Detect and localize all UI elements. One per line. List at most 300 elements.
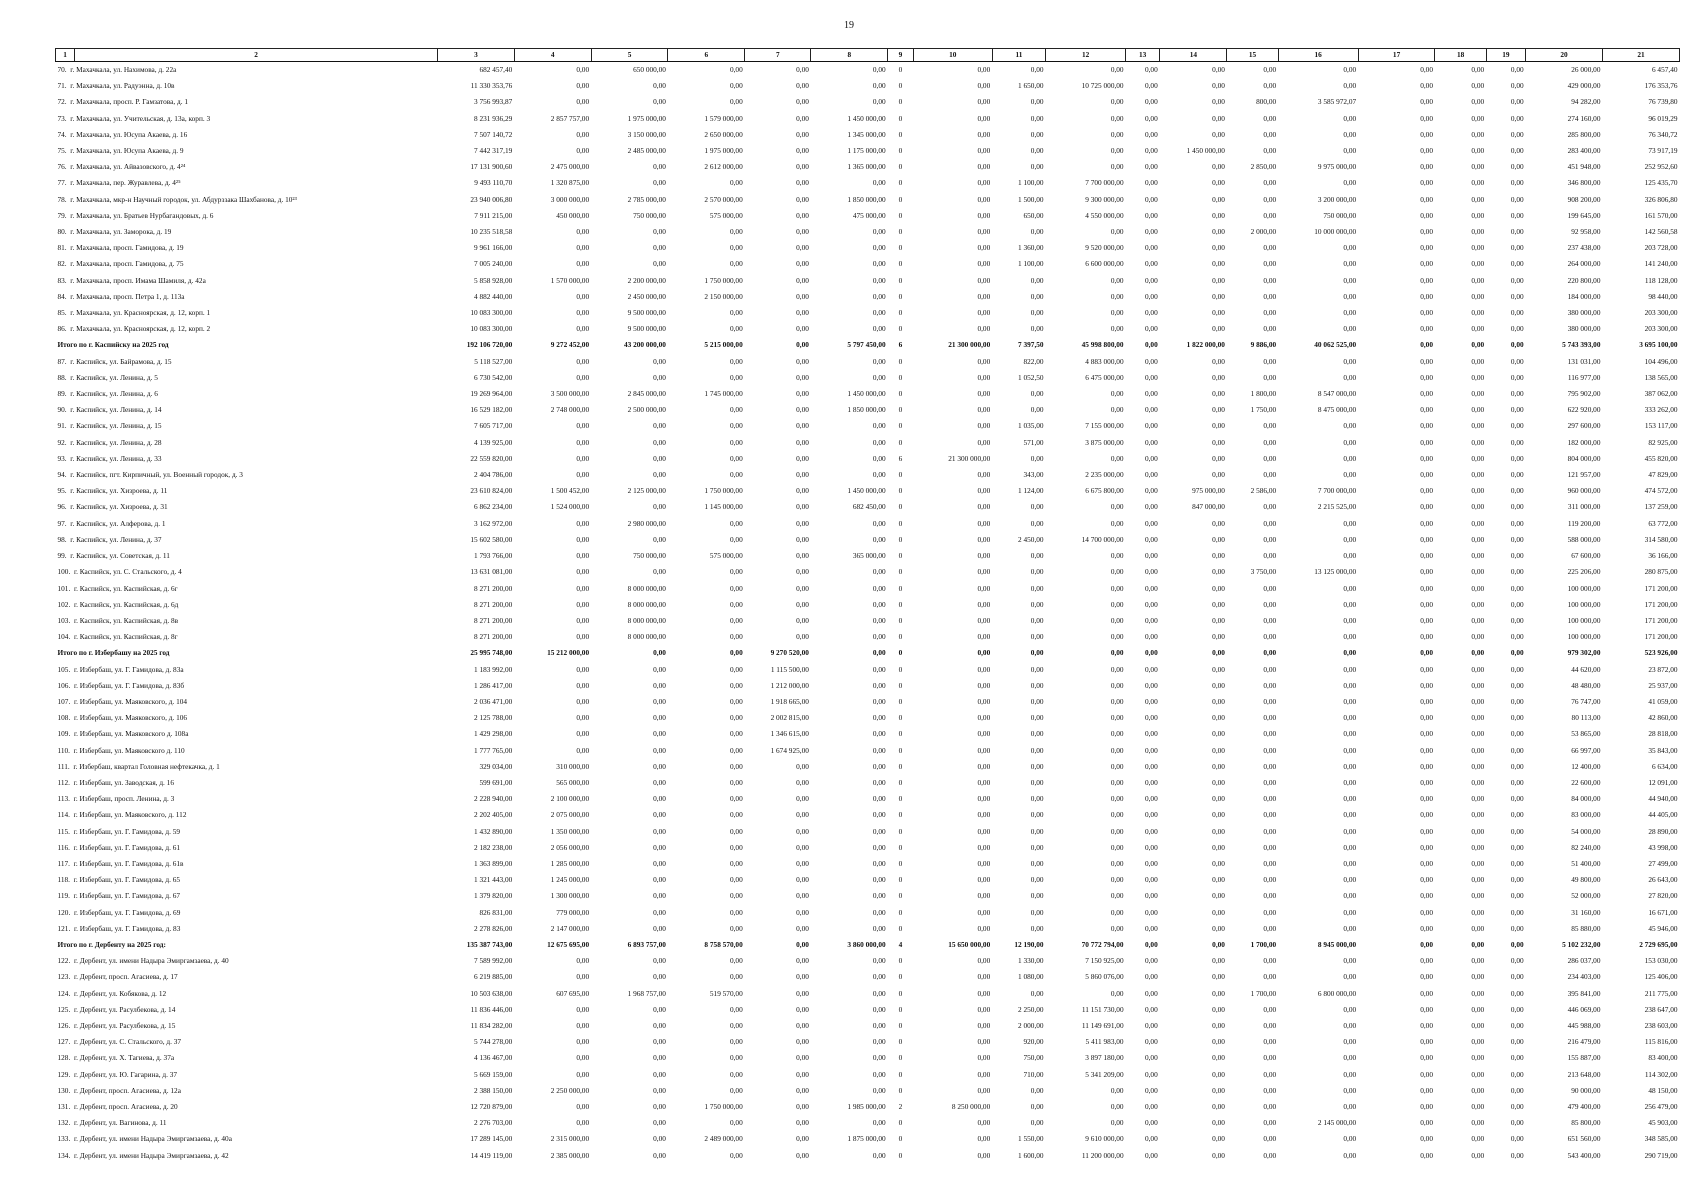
address-cell xyxy=(56,840,438,856)
cell-col-15: 0,00 xyxy=(1263,551,1277,561)
cell-col-20: 100 000,00 xyxy=(1567,615,1601,625)
column-number-9: 9 xyxy=(888,49,914,62)
cell-col-13: 0,00 xyxy=(1144,664,1158,674)
column-number-11: 11 xyxy=(992,49,1045,62)
table-row xyxy=(56,175,1680,191)
address-cell xyxy=(56,289,438,305)
cell-col-18: 0,00 xyxy=(1471,988,1485,998)
cell-col-19: 0,00 xyxy=(1510,761,1524,771)
cell-col-7: 0,00 xyxy=(796,324,809,334)
cell-col-7: 1 346 615,00 xyxy=(770,729,809,739)
cell-col-20: 182 000,00 xyxy=(1567,437,1601,447)
cell-col-10: 0,00 xyxy=(977,1134,991,1144)
cell-col-11: 0,00 xyxy=(1030,664,1044,674)
table-row xyxy=(56,418,1680,434)
cell-col-14: 0,00 xyxy=(1212,664,1225,674)
cell-col-5: 0,00 xyxy=(653,1037,666,1047)
cell-col-7: 0,00 xyxy=(796,389,809,399)
address-text: г. Махачкала, ул. Братьев Нурбагандовых, д. 6 xyxy=(70,210,214,220)
table-row xyxy=(56,629,1680,645)
cell-col-13: 0,00 xyxy=(1144,907,1158,917)
cell-col-13: 0,00 xyxy=(1144,1085,1158,1095)
cell-col-4: 12 675 695,00 xyxy=(547,939,590,949)
cell-col-9: 0 xyxy=(898,97,903,107)
table-row xyxy=(56,111,1680,127)
cell-col-3: 8 271 200,00 xyxy=(473,632,513,642)
table-row xyxy=(56,143,1680,159)
cell-col-4: 0,00 xyxy=(576,1020,590,1030)
cell-col-13: 0,00 xyxy=(1144,810,1158,820)
row-number: 77. xyxy=(57,178,67,188)
table-row xyxy=(56,613,1680,629)
cell-col-17: 0,00 xyxy=(1420,1004,1433,1014)
cell-col-20: 479 400,00 xyxy=(1567,1102,1601,1111)
cell-col-19: 0,00 xyxy=(1510,891,1524,901)
cell-col-12: 6 675 800,00 xyxy=(1085,486,1124,496)
row-number: 102. xyxy=(57,599,71,609)
row-number: 133. xyxy=(57,1134,71,1144)
cell-col-18: 0,00 xyxy=(1471,291,1485,301)
cell-col-10: 0,00 xyxy=(977,65,991,74)
cell-col-9: 0 xyxy=(898,1037,903,1047)
cell-col-17: 0,00 xyxy=(1420,1020,1433,1030)
cell-col-8: 0,00 xyxy=(872,713,886,723)
cell-col-8: 0,00 xyxy=(872,632,886,642)
cell-col-3: 2 404 786,00 xyxy=(473,470,513,480)
cell-col-13: 0,00 xyxy=(1144,1150,1158,1160)
cell-col-12: 0,00 xyxy=(1110,405,1124,415)
cell-col-4: 1 285 000,00 xyxy=(550,858,590,868)
row-number: 116. xyxy=(57,842,70,852)
cell-col-3: 12 720 879,00 xyxy=(470,1102,513,1111)
cell-col-7: 1 918 665,00 xyxy=(770,696,809,706)
register-table-container xyxy=(55,48,1680,1164)
cell-col-16: 0,00 xyxy=(1343,534,1357,544)
cell-col-5: 0,00 xyxy=(653,729,666,739)
cell-col-7: 0,00 xyxy=(796,907,809,917)
row-number: 98. xyxy=(57,534,67,544)
cell-col-17: 0,00 xyxy=(1420,243,1433,253)
cell-col-21: 455 820,00 xyxy=(1644,453,1678,463)
address-cell xyxy=(56,1050,438,1066)
cell-col-7: 0,00 xyxy=(796,551,809,561)
cell-col-16: 10 000 000,00 xyxy=(1314,227,1357,237)
address-text: г. Каспийск, ул. Ленина, д. 14 xyxy=(70,405,162,415)
cell-col-12: 0,00 xyxy=(1110,680,1124,690)
cell-col-9: 0 xyxy=(898,113,903,123)
address-text: г. Дербент, ул. имени Надыра Эмиргамзаева, д. 42 xyxy=(73,1150,229,1160)
cell-col-9: 0 xyxy=(898,891,903,901)
cell-col-5: 0,00 xyxy=(653,1102,666,1111)
subtotal-row xyxy=(56,937,1680,953)
cell-col-21: 27 499,00 xyxy=(1648,858,1678,868)
cell-col-15: 0,00 xyxy=(1263,372,1277,382)
address-text: г. Махачкала, ул. Айвазовского, д. 4²⁴ xyxy=(70,162,186,172)
table-row xyxy=(56,127,1680,143)
cell-col-11: 2 450,00 xyxy=(1018,534,1044,544)
cell-col-8: 0,00 xyxy=(872,81,886,91)
address-cell xyxy=(56,175,438,191)
address-cell xyxy=(56,224,438,240)
address-cell xyxy=(56,888,438,904)
cell-col-6: 0,00 xyxy=(729,794,743,804)
address-text: Итого по г. Каспийску на 2025 год xyxy=(57,340,169,350)
cell-col-20: 651 560,00 xyxy=(1567,1134,1601,1144)
cell-col-16: 0,00 xyxy=(1343,356,1357,366)
cell-col-21: 171 200,00 xyxy=(1644,599,1678,609)
cell-col-14: 0,00 xyxy=(1212,858,1225,868)
cell-col-10: 0,00 xyxy=(977,923,991,933)
cell-col-9: 0 xyxy=(898,907,903,917)
table-row xyxy=(56,986,1680,1002)
cell-col-11: 0,00 xyxy=(1030,65,1044,74)
cell-col-9: 0 xyxy=(898,1053,903,1063)
cell-col-15: 0,00 xyxy=(1263,810,1277,820)
cell-col-17: 0,00 xyxy=(1420,340,1433,350)
cell-col-8: 0,00 xyxy=(872,907,886,917)
cell-col-16: 0,00 xyxy=(1343,632,1357,642)
cell-col-15: 0,00 xyxy=(1263,907,1277,917)
cell-col-7: 0,00 xyxy=(796,97,809,107)
cell-col-13: 0,00 xyxy=(1144,875,1158,885)
cell-col-11: 0,00 xyxy=(1030,729,1044,739)
address-text: г. Махачкала, ул. Красноярская, д. 12, корп. 2 xyxy=(70,324,211,334)
cell-col-12: 0,00 xyxy=(1110,389,1124,399)
cell-col-19: 0,00 xyxy=(1510,227,1524,237)
cell-col-5: 2 200 000,00 xyxy=(627,275,666,285)
cell-col-6: 1 750 000,00 xyxy=(704,486,743,496)
cell-col-10: 0,00 xyxy=(977,1085,991,1095)
cell-col-8: 0,00 xyxy=(872,891,886,901)
cell-col-10: 0,00 xyxy=(977,162,991,172)
cell-col-15: 0,00 xyxy=(1263,324,1277,334)
cell-col-16: 0,00 xyxy=(1343,437,1357,447)
row-number: 125. xyxy=(57,1004,71,1014)
cell-col-10: 0,00 xyxy=(977,372,991,382)
cell-col-11: 0,00 xyxy=(1030,275,1044,285)
cell-col-16: 0,00 xyxy=(1343,1150,1357,1160)
cell-col-12: 11 149 691,00 xyxy=(1081,1020,1124,1030)
cell-col-3: 599 691,00 xyxy=(479,777,513,787)
cell-col-16: 0,00 xyxy=(1343,421,1357,431)
cell-col-12: 11 151 730,00 xyxy=(1081,1004,1124,1014)
address-text: г. Избербаш, ул. Г. Гамидова, д. 61 xyxy=(73,842,181,852)
cell-col-4: 0,00 xyxy=(576,291,590,301)
cell-col-18: 0,00 xyxy=(1471,891,1485,901)
cell-col-12: 10 725 000,00 xyxy=(1081,81,1124,91)
cell-col-18: 0,00 xyxy=(1471,713,1485,723)
cell-col-11: 0,00 xyxy=(1030,761,1044,771)
table-row xyxy=(56,289,1680,305)
cell-col-17: 0,00 xyxy=(1420,518,1433,528)
cell-col-15: 0,00 xyxy=(1263,1020,1277,1030)
address-cell xyxy=(56,321,438,337)
cell-col-13: 0,00 xyxy=(1144,486,1158,496)
cell-col-10: 0,00 xyxy=(977,583,991,593)
cell-col-8: 0,00 xyxy=(872,1004,886,1014)
cell-col-14: 0,00 xyxy=(1212,826,1225,836)
cell-col-11: 0,00 xyxy=(1030,680,1044,690)
address-cell xyxy=(56,354,438,370)
cell-col-10: 0,00 xyxy=(977,858,991,868)
cell-col-14: 0,00 xyxy=(1212,745,1225,755)
cell-col-9: 0 xyxy=(898,632,903,642)
cell-col-15: 0,00 xyxy=(1263,146,1277,156)
cell-col-19: 0,00 xyxy=(1510,956,1524,966)
address-text: г. Избербаш, ул. Маяковского, д. 112 xyxy=(73,810,187,820)
cell-col-11: 0,00 xyxy=(1030,162,1044,172)
row-number: 132. xyxy=(57,1118,71,1128)
cell-col-19: 0,00 xyxy=(1510,405,1524,415)
table-row xyxy=(56,856,1680,872)
cell-col-14: 0,00 xyxy=(1212,567,1225,577)
cell-col-9: 0 xyxy=(898,437,903,447)
cell-col-9: 0 xyxy=(898,291,903,301)
cell-col-13: 0,00 xyxy=(1144,194,1158,204)
table-row xyxy=(56,499,1680,515)
cell-col-3: 1 183 992,00 xyxy=(473,664,513,674)
cell-col-20: 26 000,00 xyxy=(1571,65,1601,74)
cell-col-8: 0,00 xyxy=(872,259,886,269)
cell-col-8: 1 345 000,00 xyxy=(847,129,886,139)
cell-col-9: 0 xyxy=(898,81,903,91)
address-text: г. Каспийск, ул. Хизроева, д. 31 xyxy=(70,502,168,512)
cell-col-8: 0,00 xyxy=(872,583,886,593)
address-cell xyxy=(56,467,438,483)
cell-col-8: 1 850 000,00 xyxy=(847,405,886,415)
cell-col-20: 51 400,00 xyxy=(1571,858,1601,868)
cell-col-14: 0,00 xyxy=(1212,1037,1225,1047)
cell-col-3: 11 330 353,76 xyxy=(470,81,513,91)
cell-col-11: 0,00 xyxy=(1030,745,1044,755)
cell-col-18: 0,00 xyxy=(1471,1134,1485,1144)
cell-col-14: 0,00 xyxy=(1212,178,1225,188)
cell-col-5: 0,00 xyxy=(653,972,666,982)
cell-col-20: 908 200,00 xyxy=(1567,194,1601,204)
address-text: г. Дербент, просп. Агасиева, д. 20 xyxy=(73,1102,178,1111)
cell-col-17: 0,00 xyxy=(1420,551,1433,561)
cell-col-12: 7 700 000,00 xyxy=(1085,178,1124,188)
cell-col-3: 1 777 765,00 xyxy=(473,745,513,755)
row-number: 131. xyxy=(57,1102,71,1111)
cell-col-3: 4 139 925,00 xyxy=(473,437,513,447)
cell-col-7: 0,00 xyxy=(796,308,809,318)
cell-col-9: 0 xyxy=(898,826,903,836)
cell-col-16: 0,00 xyxy=(1343,599,1357,609)
cell-col-21: 141 240,00 xyxy=(1644,259,1678,269)
address-cell xyxy=(56,143,438,159)
cell-col-6: 0,00 xyxy=(729,858,743,868)
cell-col-14: 0,00 xyxy=(1212,453,1225,463)
cell-col-10: 0,00 xyxy=(977,826,991,836)
subtotal-label xyxy=(56,645,438,661)
column-number-21: 21 xyxy=(1602,49,1679,62)
cell-col-13: 0,00 xyxy=(1144,470,1158,480)
cell-col-19: 0,00 xyxy=(1510,324,1524,334)
cell-col-4: 0,00 xyxy=(576,421,590,431)
cell-col-18: 0,00 xyxy=(1471,194,1485,204)
cell-col-14: 0,00 xyxy=(1212,324,1225,334)
cell-col-7: 0,00 xyxy=(796,356,809,366)
cell-col-21: 41 059,00 xyxy=(1648,696,1678,706)
address-text: г. Махачкала, просп. Гамидова, д. 75 xyxy=(70,259,184,269)
cell-col-8: 0,00 xyxy=(872,470,886,480)
cell-col-13: 0,00 xyxy=(1144,405,1158,415)
row-number: 100. xyxy=(57,567,71,577)
cell-col-8: 0,00 xyxy=(872,664,886,674)
cell-col-20: 84 000,00 xyxy=(1571,794,1601,804)
cell-col-6: 0,00 xyxy=(729,534,743,544)
cell-col-11: 0,00 xyxy=(1030,146,1044,156)
cell-col-19: 0,00 xyxy=(1510,421,1524,431)
cell-col-3: 7 507 140,72 xyxy=(473,129,513,139)
cell-col-14: 0,00 xyxy=(1212,583,1225,593)
address-text: г. Избербаш, ул. Маяковского, д. 106 xyxy=(73,713,188,723)
cell-col-16: 0,00 xyxy=(1343,826,1357,836)
cell-col-4: 0,00 xyxy=(576,1037,590,1047)
cell-col-10: 0,00 xyxy=(977,842,991,852)
row-number: 73. xyxy=(57,113,67,123)
cell-col-10: 0,00 xyxy=(977,291,991,301)
cell-col-17: 0,00 xyxy=(1420,162,1433,172)
cell-col-21: 26 643,00 xyxy=(1648,875,1678,885)
cell-col-19: 0,00 xyxy=(1510,243,1524,253)
address-cell xyxy=(56,1099,438,1115)
cell-col-10: 0,00 xyxy=(977,1004,991,1014)
address-text: г. Махачкала, пер. Журавлева, д. 4²⁵ xyxy=(70,178,181,188)
cell-col-5: 0,00 xyxy=(653,1069,666,1079)
cell-col-14: 0,00 xyxy=(1212,794,1225,804)
cell-col-18: 0,00 xyxy=(1471,65,1485,74)
cell-col-17: 0,00 xyxy=(1420,632,1433,642)
cell-col-6: 0,00 xyxy=(729,1020,743,1030)
cell-col-3: 22 559 820,00 xyxy=(470,453,513,463)
address-text: г. Каспийск, ул. Ленина, д. 15 xyxy=(70,421,162,431)
cell-col-18: 0,00 xyxy=(1471,583,1485,593)
cell-col-5: 0,00 xyxy=(653,745,666,755)
cell-col-9: 0 xyxy=(898,356,903,366)
subtotal-label xyxy=(56,937,438,953)
address-text: г. Дербент, ул. Х. Тагиева, д. 37а xyxy=(73,1053,175,1063)
cell-col-14: 0,00 xyxy=(1212,988,1225,998)
row-number: 117. xyxy=(57,858,70,868)
address-cell xyxy=(56,759,438,775)
cell-col-21: 153 030,00 xyxy=(1644,956,1678,966)
row-number: 84. xyxy=(57,291,67,301)
cell-col-15: 0,00 xyxy=(1263,1118,1277,1128)
cell-col-10: 0,00 xyxy=(977,97,991,107)
cell-col-10: 0,00 xyxy=(977,1053,991,1063)
cell-col-14: 0,00 xyxy=(1212,291,1225,301)
cell-col-20: 220 800,00 xyxy=(1567,275,1601,285)
cell-col-20: 285 800,00 xyxy=(1567,129,1601,139)
cell-col-21: 115 816,00 xyxy=(1644,1037,1678,1047)
table-row xyxy=(56,1131,1680,1147)
address-text: г. Махачкала, ул. Нахимова, д. 22а xyxy=(70,65,177,74)
cell-col-15: 0,00 xyxy=(1263,632,1277,642)
cell-col-7: 0,00 xyxy=(796,227,809,237)
cell-col-9: 0 xyxy=(898,1118,903,1128)
cell-col-11: 343,00 xyxy=(1023,470,1044,480)
cell-col-11: 0,00 xyxy=(1030,291,1044,301)
cell-col-8: 475 000,00 xyxy=(852,210,886,220)
cell-col-18: 0,00 xyxy=(1471,372,1485,382)
cell-col-11: 0,00 xyxy=(1030,858,1044,868)
cell-col-6: 0,00 xyxy=(729,713,743,723)
cell-col-12: 0,00 xyxy=(1110,875,1124,885)
cell-col-11: 2 000,00 xyxy=(1018,1020,1044,1030)
table-row xyxy=(56,759,1680,775)
cell-col-15: 1 800,00 xyxy=(1250,389,1277,399)
cell-col-5: 0,00 xyxy=(653,1085,666,1095)
cell-col-4: 565 000,00 xyxy=(556,777,590,787)
address-text: г. Избербаш, ул. Г. Гамидова, д. 65 xyxy=(73,875,181,885)
cell-col-14: 0,00 xyxy=(1212,1004,1225,1014)
cell-col-21: 28 890,00 xyxy=(1648,826,1678,836)
cell-col-7: 0,00 xyxy=(796,1085,809,1095)
row-number: 80. xyxy=(57,227,67,237)
cell-col-9: 0 xyxy=(898,599,903,609)
address-cell xyxy=(56,127,438,143)
cell-col-9: 0 xyxy=(898,259,903,269)
cell-col-5: 0,00 xyxy=(653,858,666,868)
cell-col-19: 0,00 xyxy=(1510,356,1524,366)
address-cell xyxy=(56,532,438,548)
cell-col-3: 10 235 518,58 xyxy=(470,227,513,237)
cell-col-21: 290 719,00 xyxy=(1644,1150,1678,1160)
cell-col-7: 0,00 xyxy=(796,453,809,463)
cell-col-20: 100 000,00 xyxy=(1567,583,1601,593)
cell-col-15: 1 700,00 xyxy=(1250,939,1277,949)
row-number: 70. xyxy=(57,65,67,74)
cell-col-13: 0,00 xyxy=(1144,227,1158,237)
cell-col-4: 0,00 xyxy=(576,632,590,642)
cell-col-3: 6 862 234,00 xyxy=(473,502,513,512)
cell-col-8: 0,00 xyxy=(872,1069,886,1079)
cell-col-11: 1 650,00 xyxy=(1018,81,1044,91)
cell-col-16: 0,00 xyxy=(1343,810,1357,820)
cell-col-9: 0 xyxy=(898,729,903,739)
cell-col-16: 0,00 xyxy=(1343,713,1357,723)
cell-col-11: 0,00 xyxy=(1030,923,1044,933)
cell-col-13: 0,00 xyxy=(1144,356,1158,366)
cell-col-9: 6 xyxy=(898,340,903,350)
cell-col-20: 76 747,00 xyxy=(1571,696,1601,706)
cell-col-6: 0,00 xyxy=(729,826,743,836)
cell-col-19: 0,00 xyxy=(1510,988,1524,998)
cell-col-19: 0,00 xyxy=(1510,1102,1524,1111)
cell-col-14: 0,00 xyxy=(1212,875,1225,885)
cell-col-10: 0,00 xyxy=(977,421,991,431)
cell-col-6: 0,00 xyxy=(729,1037,743,1047)
cell-col-9: 0 xyxy=(898,421,903,431)
cell-col-8: 0,00 xyxy=(872,794,886,804)
cell-col-11: 710,00 xyxy=(1023,1069,1044,1079)
table-row xyxy=(56,1099,1680,1115)
cell-col-6: 0,00 xyxy=(729,453,743,463)
address-cell xyxy=(56,791,438,807)
cell-col-4: 450 000,00 xyxy=(556,210,590,220)
cell-col-3: 17 289 145,00 xyxy=(470,1134,513,1144)
cell-col-3: 8 271 200,00 xyxy=(473,583,513,593)
cell-col-17: 0,00 xyxy=(1420,777,1433,787)
table-row xyxy=(56,921,1680,937)
cell-col-12: 0,00 xyxy=(1110,1118,1124,1128)
cell-col-12: 6 600 000,00 xyxy=(1085,259,1124,269)
cell-col-10: 0,00 xyxy=(977,648,991,658)
cell-col-21: 203 300,00 xyxy=(1644,324,1678,334)
cell-col-4: 0,00 xyxy=(576,615,590,625)
